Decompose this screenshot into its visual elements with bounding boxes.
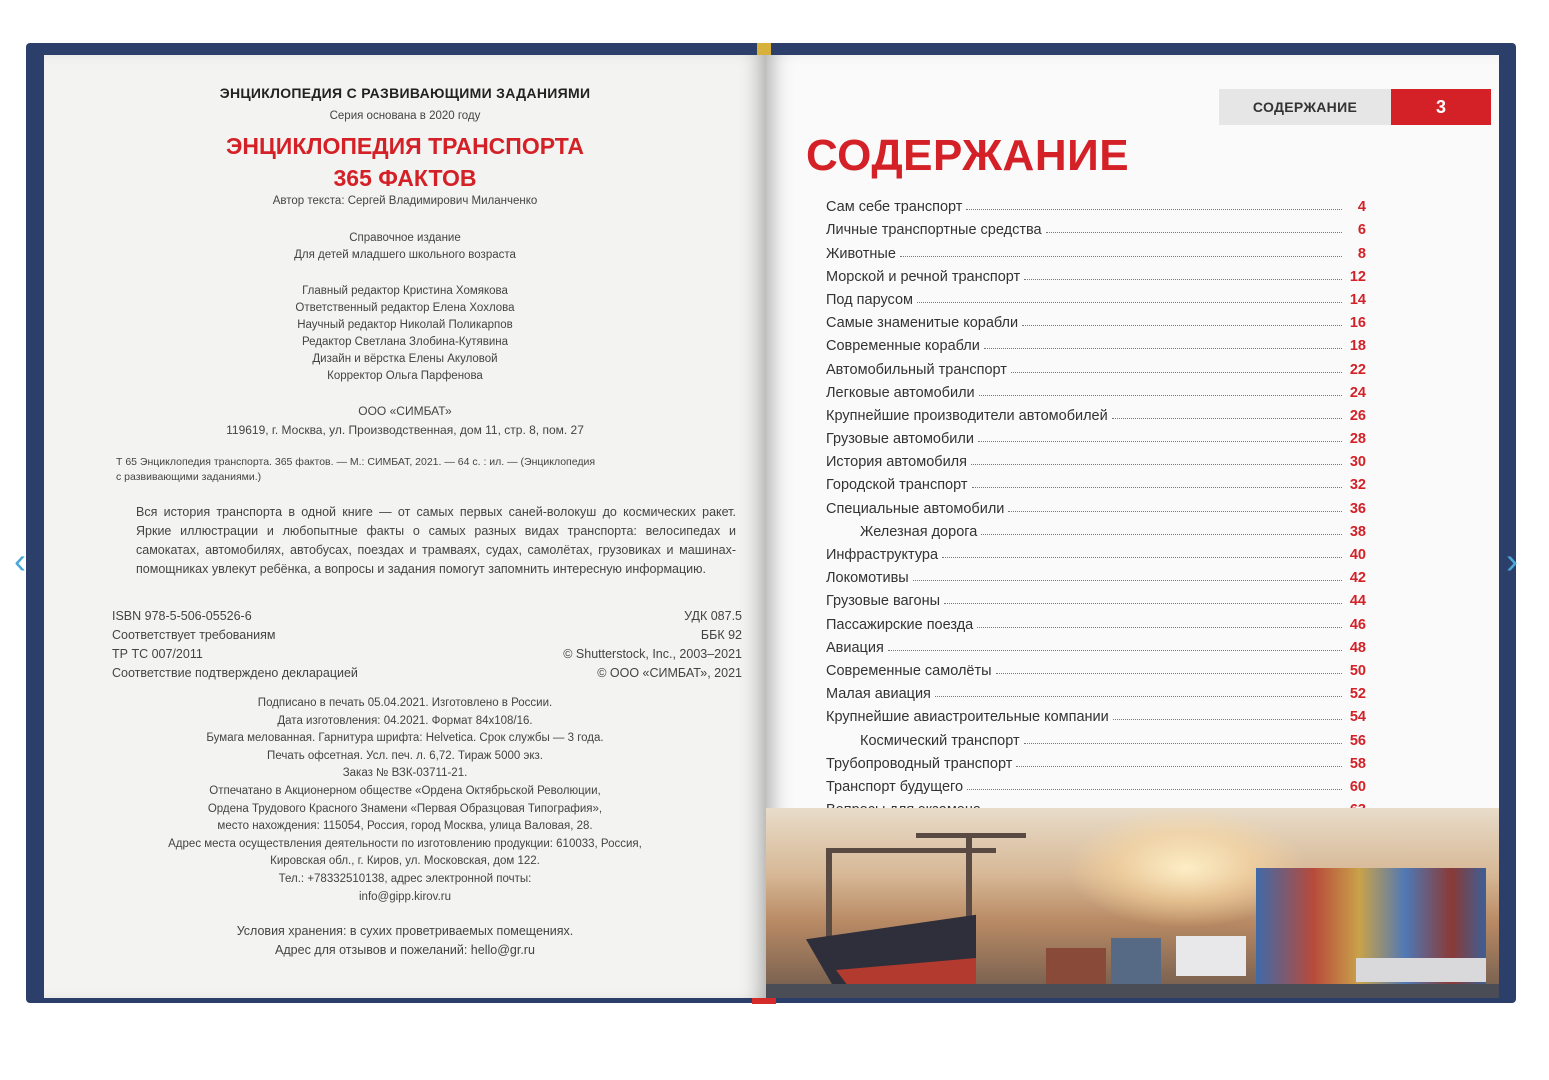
book-description: Вся история транспорта в одной книге — от самых первых саней-волокуш до космических ракет. Яркие иллюстрации и любопытные факты о самых разных видах транспорта: велосипедах и самокатах, автомобилях, автобусах, поездах и трамваях, судах, самолётах, грузовиках и машинах-помощниках увлекут ребёнка, а вопросы и задания помогут запомнить интересную информацию. bbox=[136, 505, 736, 576]
toc-entry-page: 56 bbox=[1349, 732, 1366, 749]
toc-leader-dots bbox=[972, 487, 1343, 488]
toc-entry bbox=[826, 493, 1366, 516]
toc-leader-dots bbox=[913, 580, 1342, 581]
toc-entry-page: 24 bbox=[1349, 384, 1366, 401]
toc-entry-title: Трубопроводный транспорт bbox=[826, 755, 1013, 772]
toc-entry bbox=[826, 262, 1366, 285]
staff-line: Корректор Ольга Парфенова bbox=[327, 370, 483, 382]
toc-entry bbox=[826, 702, 1366, 725]
toc-entry-title: Крупнейшие производители автомобилей bbox=[826, 407, 1108, 424]
toc-entry bbox=[826, 725, 1366, 748]
toc-entry-title: Современные самолёты bbox=[826, 662, 992, 679]
toc-entry-page: 44 bbox=[1349, 593, 1366, 610]
toc-entry bbox=[826, 308, 1366, 331]
toc-entry-page: 60 bbox=[1349, 778, 1366, 795]
author-line: Автор текста: Сергей Владимирович Миланченко bbox=[272, 195, 538, 207]
toc-entry-page: 38 bbox=[1349, 523, 1366, 540]
container-stack bbox=[1046, 948, 1106, 984]
toc-entry bbox=[826, 285, 1366, 308]
udk-line: © ООО «СИМБАТ», 2021 bbox=[597, 666, 742, 680]
toc-entry-title: Грузовые вагоны bbox=[826, 593, 941, 610]
chevron-left-icon[interactable]: ‹ bbox=[14, 540, 26, 581]
toc-leader-dots bbox=[1011, 372, 1342, 373]
edition-line: Для детей младшего школьного возраста bbox=[294, 249, 516, 261]
container-stack bbox=[1111, 938, 1161, 984]
toc-entry-page: 12 bbox=[1349, 268, 1366, 285]
toc-entry-page: 28 bbox=[1349, 431, 1366, 448]
udk-line: УДК 087.5 bbox=[684, 609, 742, 623]
toc-entry bbox=[826, 401, 1366, 424]
toc-entry-page: 58 bbox=[1349, 755, 1366, 772]
toc-entry-title: Под парусом bbox=[826, 291, 914, 308]
toc-entry-title: Личные транспортные средства bbox=[826, 222, 1042, 239]
isbn-line: Соответствует требованиям bbox=[112, 628, 276, 642]
toc-leader-dots bbox=[935, 696, 1342, 697]
print-line: Подписано в печать 05.04.2021. Изготовлено в России. bbox=[257, 697, 553, 709]
toc-entry bbox=[826, 517, 1366, 540]
section-tab bbox=[1219, 89, 1491, 125]
toc-entry bbox=[826, 633, 1366, 656]
staff-line: Главный редактор Кристина Хомякова bbox=[302, 285, 508, 297]
toc-entry bbox=[826, 192, 1366, 215]
toc-entry bbox=[826, 679, 1366, 702]
print-line: Дата изготовления: 04.2021. Формат 84х108/16. bbox=[277, 714, 533, 727]
toc-entry-title: Городской транспорт bbox=[826, 477, 968, 494]
toc-entry-page: 36 bbox=[1349, 500, 1366, 517]
toc-leader-dots bbox=[996, 673, 1342, 674]
toc-entry-title: Железная дорога bbox=[860, 523, 978, 540]
staff-line: Ответственный редактор Елена Хохлова bbox=[295, 302, 515, 314]
toc-entry-title: Самые знаменитые корабли bbox=[826, 315, 1019, 332]
toc-leader-dots bbox=[966, 209, 1342, 210]
toc-leader-dots bbox=[971, 464, 1342, 465]
print-line: место нахождения: 115054, Россия, город Москва, улица Валовая, 28. bbox=[217, 820, 593, 833]
print-line: Ордена Трудового Красного Знамени «Первая Образцовая Типография», bbox=[207, 802, 603, 815]
toc-entry-page: 30 bbox=[1349, 454, 1366, 471]
toc-entry bbox=[826, 215, 1366, 238]
crane-arm bbox=[916, 833, 1026, 838]
print-info-block bbox=[44, 695, 766, 906]
chevron-right-icon[interactable]: › bbox=[1506, 540, 1518, 581]
toc-entry-page: 4 bbox=[1357, 199, 1366, 216]
toc-entry-title: Животные bbox=[826, 245, 896, 262]
toc-leader-dots bbox=[984, 348, 1342, 349]
page-number: 3 bbox=[1391, 89, 1491, 125]
toc-leader-dots bbox=[979, 395, 1342, 396]
toc-entry bbox=[826, 772, 1366, 795]
toc-entry-page: 16 bbox=[1349, 315, 1366, 332]
section-tab-label: СОДЕРЖАНИЕ bbox=[1219, 89, 1391, 125]
toc-entry-page: 8 bbox=[1357, 245, 1366, 262]
storage-line: Условия хранения: в сухих проветриваемых помещениях. bbox=[236, 924, 574, 938]
print-line: Отпечатано в Акционерном обществе «Ордена Октябрьской Революции, bbox=[209, 784, 601, 797]
truck-icon bbox=[1176, 936, 1246, 976]
transport-scene-illustration bbox=[766, 808, 1499, 998]
toc-entry-title: Локомотивы bbox=[826, 570, 909, 587]
toc-entry bbox=[826, 586, 1366, 609]
toc-leader-dots bbox=[944, 603, 1342, 604]
udk-line: © Shutterstock, Inc., 2003–2021 bbox=[563, 647, 742, 661]
isbn-block bbox=[112, 607, 358, 683]
toc-leader-dots bbox=[1008, 511, 1342, 512]
toc-entry-page: 22 bbox=[1349, 361, 1366, 378]
toc-entry-page: 40 bbox=[1349, 547, 1366, 563]
toc-leader-dots bbox=[1016, 766, 1342, 767]
toc-leader-dots bbox=[942, 557, 1342, 558]
toc-leader-dots bbox=[900, 256, 1342, 257]
toc-entry bbox=[826, 749, 1366, 772]
isbn-line: ISBN 978-5-506-05526-6 bbox=[112, 609, 252, 623]
truck-icon bbox=[1356, 958, 1486, 982]
toc-entry-title: Авиация bbox=[826, 639, 884, 656]
toc-entry-title: Пассажирские поезда bbox=[826, 616, 974, 633]
toc-entry-title: Крупнейшие авиастроительные компании bbox=[826, 709, 1109, 726]
toc-leader-dots bbox=[1024, 743, 1342, 744]
toc-entry-page: 18 bbox=[1349, 338, 1366, 355]
storage-footer bbox=[44, 922, 766, 960]
left-page-imprint bbox=[44, 55, 766, 998]
toc-leader-dots bbox=[888, 650, 1342, 651]
print-line: Тел.: +78332510138, адрес электронной почты: bbox=[278, 872, 532, 885]
series-name: ЭНЦИКЛОПЕДИЯ С РАЗВИВАЮЩИМИ ЗАДАНИЯМИ bbox=[219, 85, 591, 101]
toc-entry bbox=[826, 540, 1366, 563]
staff-line: Научный редактор Николай Поликарпов bbox=[297, 319, 513, 331]
staff-block bbox=[44, 283, 766, 385]
catalog-line: Т 65 Энциклопедия транспорта. 365 фактов. — М.: СИМБАТ, 2021. — 64 с. : ил. — (Энциклопедия bbox=[116, 456, 596, 468]
book-subtitle: 365 ФАКТОВ bbox=[333, 165, 477, 191]
toc-entry-title: Малая авиация bbox=[826, 686, 931, 703]
toc-leader-dots bbox=[1046, 232, 1342, 233]
print-line: Печать офсетная. Усл. печ. л. 6,72. Тираж 5000 экз. bbox=[267, 749, 543, 762]
udk-line: ББК 92 bbox=[700, 628, 742, 642]
toc-entry-page: 32 bbox=[1349, 477, 1366, 494]
toc-leader-dots bbox=[978, 441, 1342, 442]
toc-entry-title: Инфраструктура bbox=[826, 547, 939, 563]
feedback-line: Адрес для отзывов и пожеланий: hello@gr.ru bbox=[275, 943, 535, 957]
toc-leader-dots bbox=[1113, 719, 1342, 720]
contents-title: СОДЕРЖАНИЕ bbox=[806, 131, 1130, 180]
toc-entry-title: Специальные автомобили bbox=[826, 500, 1005, 517]
catalog-block bbox=[116, 455, 756, 485]
toc-leader-dots bbox=[981, 534, 1342, 535]
series-founded: Серия основана в 2020 году bbox=[329, 110, 481, 122]
table-of-contents bbox=[826, 192, 1366, 818]
edition-line: Справочное издание bbox=[349, 232, 461, 244]
print-line: info@gipp.kirov.ru bbox=[359, 890, 451, 903]
toc-leader-dots bbox=[1022, 325, 1342, 326]
toc-entry bbox=[826, 447, 1366, 470]
toc-entry bbox=[826, 378, 1366, 401]
toc-entry-page: 50 bbox=[1349, 662, 1366, 679]
print-line: Заказ № ВЗК-03711-21. bbox=[342, 767, 468, 780]
toc-entry-title: Современные корабли bbox=[826, 338, 980, 355]
toc-entry-title: Космический транспорт bbox=[860, 732, 1020, 749]
publisher-name: ООО «СИМБАТ» bbox=[358, 404, 452, 418]
toc-entry-page: 26 bbox=[1349, 407, 1366, 424]
toc-entry-title: История автомобиля bbox=[826, 454, 967, 471]
publisher-block bbox=[44, 402, 766, 440]
toc-entry bbox=[826, 609, 1366, 632]
print-line: Кировская обл., г. Киров, ул. Московская, дом 122. bbox=[270, 855, 540, 868]
print-line: Адрес места осуществления деятельности по изготовлению продукции: 610033, Россия, bbox=[168, 837, 642, 850]
udk-block bbox=[563, 607, 742, 683]
toc-entry bbox=[826, 656, 1366, 679]
toc-entry-page: 52 bbox=[1349, 686, 1366, 703]
publisher-address: 119619, г. Москва, ул. Производственная, дом 11, стр. 8, пом. 27 bbox=[226, 423, 584, 437]
isbn-line: Соответствие подтверждено декларацией bbox=[112, 666, 358, 680]
catalog-line: с развивающими заданиями.) bbox=[116, 471, 262, 483]
edition-block bbox=[44, 230, 766, 264]
book-title: ЭНЦИКЛОПЕДИЯ ТРАНСПОРТА bbox=[226, 133, 584, 159]
toc-entry-title: Сам себе транспорт bbox=[826, 199, 963, 216]
toc-entry-page: 42 bbox=[1349, 570, 1366, 587]
toc-entry-title: Грузовые автомобили bbox=[826, 431, 974, 448]
road bbox=[766, 984, 1499, 998]
toc-entry-page: 48 bbox=[1349, 639, 1366, 656]
toc-entry-title: Транспорт будущего bbox=[826, 778, 964, 795]
toc-entry bbox=[826, 238, 1366, 261]
print-line: Бумага мелованная. Гарнитура шрифта: Helvetica. Срок службы — 3 года. bbox=[206, 732, 604, 745]
toc-leader-dots bbox=[917, 302, 1342, 303]
toc-leader-dots bbox=[1024, 279, 1342, 280]
staff-line: Дизайн и вёрстка Елены Акуловой bbox=[312, 353, 498, 365]
toc-entry-title: Легковые автомобили bbox=[826, 384, 975, 401]
toc-entry bbox=[826, 424, 1366, 447]
staff-line: Редактор Светлана Злобина-Кутявина bbox=[301, 336, 509, 348]
toc-entry-title: Морской и речной транспорт bbox=[826, 268, 1021, 285]
isbn-line: ТР ТС 007/2011 bbox=[112, 647, 203, 661]
toc-entry-page: 6 bbox=[1357, 222, 1366, 239]
toc-entry bbox=[826, 563, 1366, 586]
toc-leader-dots bbox=[977, 627, 1342, 628]
right-page-contents bbox=[766, 55, 1499, 998]
toc-entry-page: 14 bbox=[1349, 291, 1366, 308]
toc-entry-page: 54 bbox=[1349, 709, 1366, 726]
toc-entry-title: Автомобильный транспорт bbox=[826, 361, 1007, 378]
toc-leader-dots bbox=[967, 789, 1342, 790]
toc-entry-page: 46 bbox=[1349, 616, 1366, 633]
toc-entry bbox=[826, 470, 1366, 493]
toc-entry bbox=[826, 354, 1366, 377]
toc-leader-dots bbox=[1112, 418, 1342, 419]
toc-entry bbox=[826, 331, 1366, 354]
